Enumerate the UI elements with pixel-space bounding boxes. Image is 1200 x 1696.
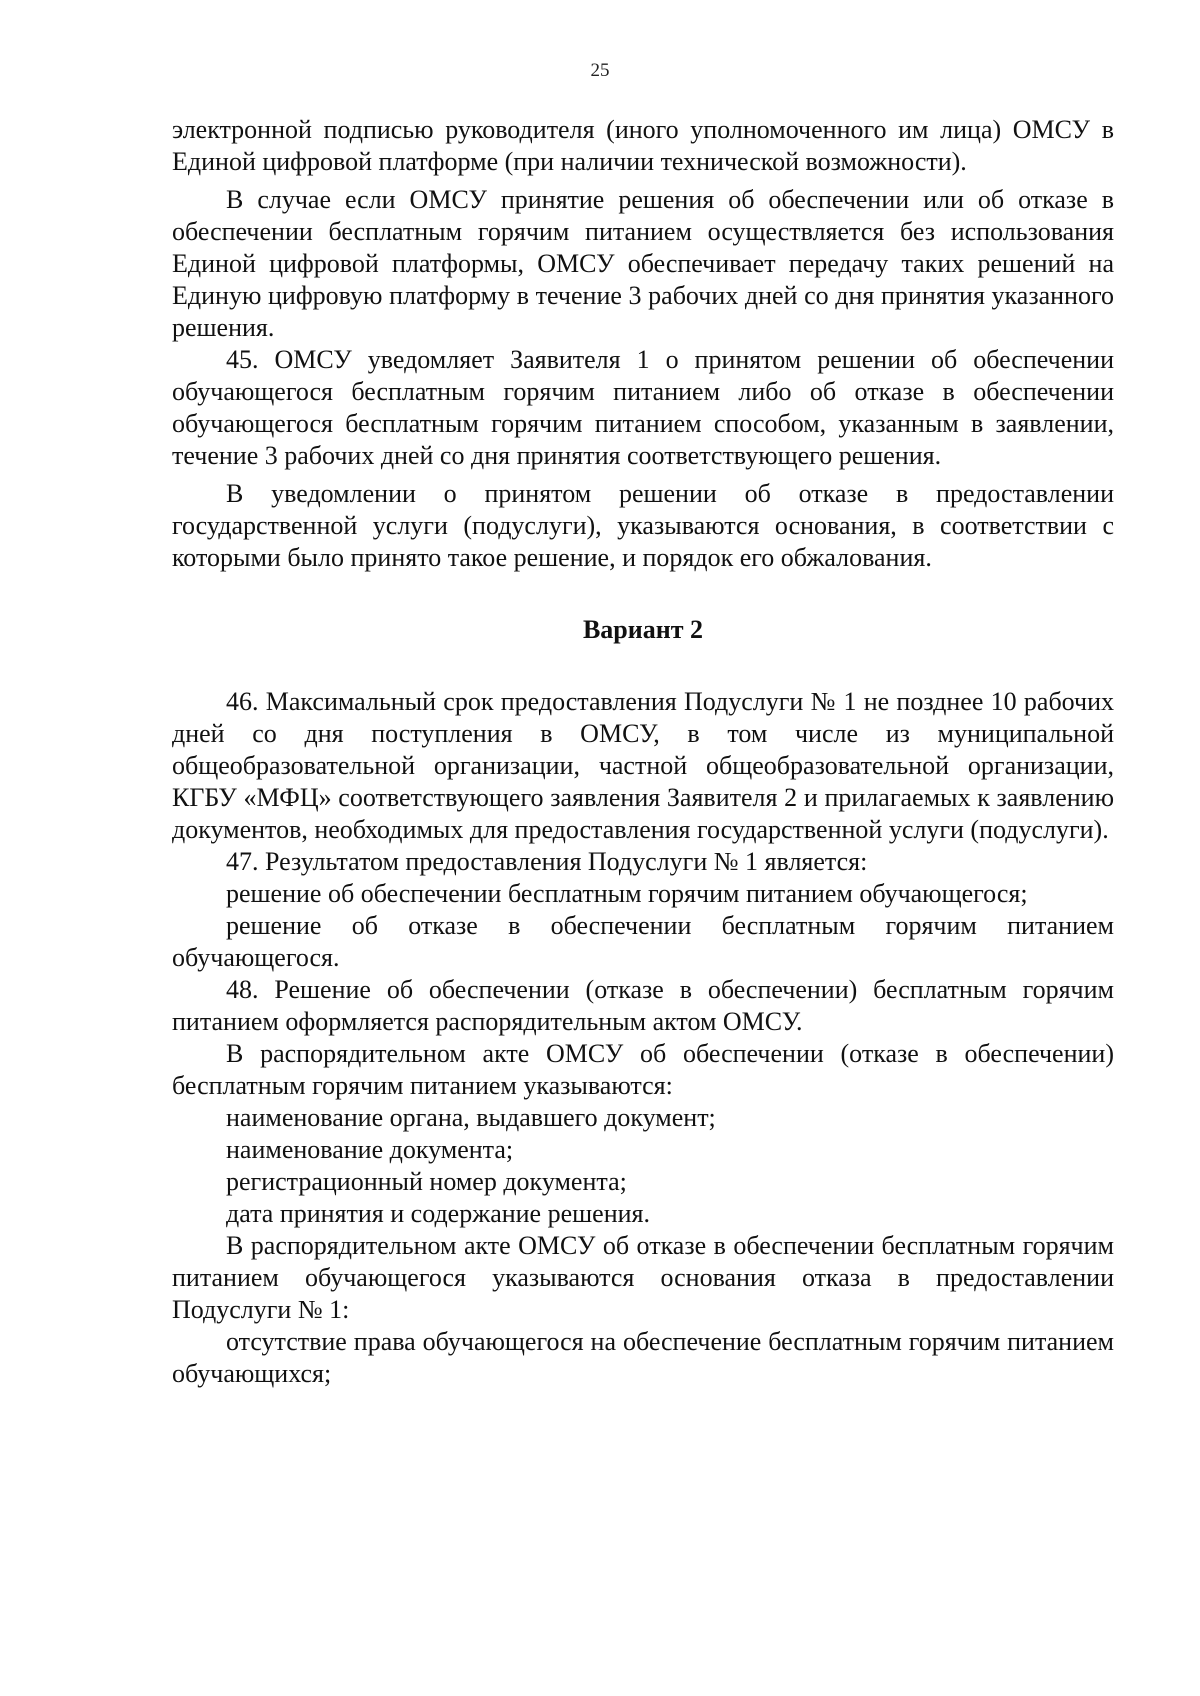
list-item-doc-name: наименование документа; [226,1135,514,1164]
refusal-ground-item: отсутствие права обучающегося на обеспечение бесплатным горячим питанием обучающихся; [172,1327,1114,1388]
page-number: 25 [590,60,610,81]
paragraph-45: 45. ОМСУ уведомляет Заявителя 1 о принятом решении об обеспечении обучающегося бесплатным горячим питанием либо об отказе в обеспечении обучающегося бесплатным горячим питанием способом, указанным в заявлении, течение 3 рабочих дней со дня принятия соответствующего решения. [172,345,1114,470]
document-body [172,114,1114,1390]
result-item-refusal: решение об отказе в обеспечении бесплатным горячим питанием обучающегося. [172,911,1114,972]
list-item-date-content: дата принятия и содержание решения. [226,1199,650,1228]
paragraph-refusal-notice: В уведомлении о принятом решении об отказе в предоставлении государственной услуги (подуслуги), указываются основания, в соответствии с которыми было принято такое решение, и порядок его обжалования. [172,479,1114,572]
paragraph-continuation: электронной подписью руководителя (иного уполномоченного им лица) ОМСУ в Единой цифровой платформе (при наличии технической возможности). [172,115,1114,176]
result-item-provision: решение об обеспечении бесплатным горячим питанием обучающегося; [226,879,1028,908]
paragraph-act-contents: В распорядительном акте ОМСУ об обеспечении (отказе в обеспечении) бесплатным горячим питанием указываются: [172,1039,1114,1100]
paragraph-47: 47. Результатом предоставления Подуслуги № 1 является: [226,847,868,876]
list-item-issuer: наименование органа, выдавшего документ; [226,1103,716,1132]
paragraph-platform-transfer: В случае если ОМСУ принятие решения об обеспечении или об отказе в обеспечении бесплатным горячим питанием осуществляется без использования Единой цифровой платформы, ОМСУ обеспечивает передачу таких решений на Единую цифровую платформу в течение 3 рабочих дней со дня принятия указанного решения. [172,185,1114,342]
paragraph-46: 46. Максимальный срок предоставления Подуслуги № 1 не позднее 10 рабочих дней со дня поступления в ОМСУ, в том числе из муниципальной общеобразовательной организации, частной общеобразовательной организации, КГБУ «МФЦ» соответствующего заявления Заявителя 2 и прилагаемых к заявлению документов, необходимых для предоставления государственной услуги (подуслуги). [172,687,1114,844]
paragraph-refusal-grounds: В распорядительном акте ОМСУ об отказе в обеспечении бесплатным горячим питанием обучающегося указываются основания отказа в предоставлении Подуслуги № 1: [172,1231,1114,1324]
paragraph-48: 48. Решение об обеспечении (отказе в обеспечении) бесплатным горячим питанием оформляется распорядительным актом ОМСУ. [172,975,1114,1036]
section-heading-variant-2: Вариант 2 [582,615,704,644]
list-item-reg-number: регистрационный номер документа; [226,1167,627,1196]
